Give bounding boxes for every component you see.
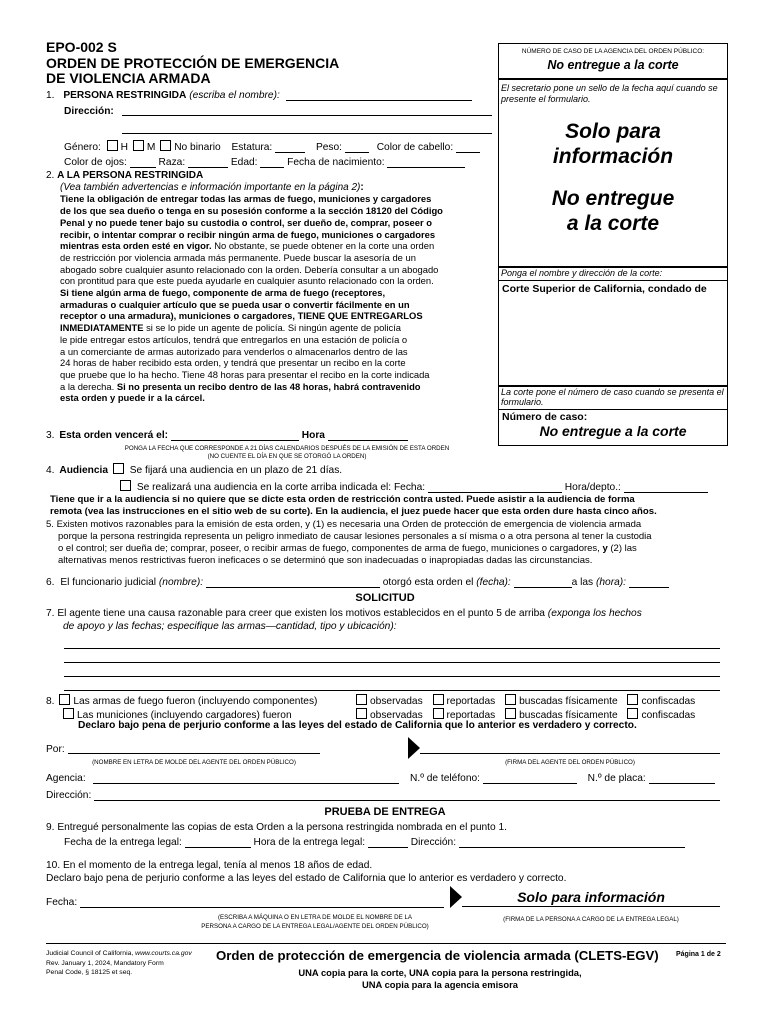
arrow-right-icon xyxy=(408,737,420,759)
s2-line-9: Si tiene algún arma de fuego, componente de arma de fuego (receptores, xyxy=(60,287,386,299)
s2-line-12a: INMEDIATAMENTE xyxy=(60,322,144,334)
s2-intro-colon: : xyxy=(360,181,364,193)
arrow-right-icon xyxy=(450,886,462,908)
s1-hint: (escriba el nombre): xyxy=(189,90,280,101)
s8-reported-2: reportadas xyxy=(446,710,496,721)
s4-warning xyxy=(50,494,657,518)
s3-note-line2: (NO CUENTE EL DÍA EN QUE SE OTORGÓ LA ORDEN) xyxy=(207,453,367,460)
sig-por-label: Por: xyxy=(46,744,65,755)
s8-row2-label: Las municiones (incluyendo cargadores) fueron xyxy=(77,710,292,721)
s8-observed-1: observadas xyxy=(370,696,423,707)
restricted-name-field[interactable] xyxy=(286,89,472,101)
gender-nb-label: No binario xyxy=(174,142,221,153)
firearms-checkbox[interactable] xyxy=(59,694,70,705)
solicitud-heading: SOLICITUD xyxy=(355,592,415,604)
s1-age-label: Edad: xyxy=(230,157,258,168)
s1-gender-label: Género: xyxy=(64,142,101,153)
s2-line-14: a un comerciante de armas autorizado para venderlos o almacenarlos dentro de las xyxy=(60,345,408,357)
section-4 xyxy=(46,463,342,476)
agency-case-label: NÚMERO DE CASO DE LA AGENCIA DEL ORDEN PÚBLICO: xyxy=(521,48,705,55)
s6-hora-label: (hora): xyxy=(595,577,626,588)
footer-title: Orden de protección de emergencia de violencia armada (CLETS-EGV) xyxy=(216,948,659,963)
race-field[interactable] xyxy=(188,156,228,168)
info-stamp-line2: información xyxy=(552,145,674,168)
s1-height-label: Estatura: xyxy=(231,142,273,153)
service-time-field[interactable] xyxy=(368,836,408,848)
court-case-box xyxy=(498,386,728,446)
hearing-date-checkbox[interactable] xyxy=(120,480,131,491)
judicial-officer-field[interactable] xyxy=(206,576,380,588)
proof-date-row xyxy=(46,896,444,908)
gender-m-label: M xyxy=(146,142,156,153)
phone-row xyxy=(410,772,715,784)
clerk-note: El secretario pone un sello de la fecha aquí cuando se presente el formulario. xyxy=(501,83,718,104)
proof-service-time-label: Hora de la entrega legal: xyxy=(253,837,366,848)
s5-line3c: (2) las xyxy=(607,543,637,554)
s2-line-15: 24 horas de haber recibido esta orden, y tendrá que presentar un recibo en la corte xyxy=(60,357,406,369)
agency-row xyxy=(46,772,399,784)
facts-lines xyxy=(64,635,720,691)
gender-h-label: H xyxy=(120,142,129,153)
eyes-field[interactable] xyxy=(130,156,156,168)
s2-line-12b: si se lo pide un agente de policía. Si ningún agente de policía xyxy=(143,322,401,334)
s2-line-17b: Si no presenta un recibo dentro de las 48 horas, habrá contravenido xyxy=(116,380,421,392)
s4-label: Audiencia xyxy=(59,465,109,476)
s1-address-label: Dirección: xyxy=(64,106,114,117)
s8-reported-1: reportadas xyxy=(446,696,496,707)
form-title-line1: ORDEN DE PROTECCIÓN DE EMERGENCIA xyxy=(46,55,340,71)
form-id: EPO-002 S xyxy=(46,39,117,55)
s8-confiscated-2: confiscadas xyxy=(641,710,696,721)
s4-hora-label: Hora/depto.: xyxy=(564,482,621,493)
proof-name-caption-line2: PERSONA A CARGO DE LA ENTREGA LEGAL/AGENTE DEL ORDEN PÚBLICO) xyxy=(201,923,429,930)
court-label: Ponga el nombre y dirección de la corte: xyxy=(501,268,663,278)
s4-warning-line2: remota (vea las instrucciones en el sitio web de su corte). En la audiencia, el juez puede hacer que esta orden dure hasta cinco años. xyxy=(50,506,657,517)
court-case-note: La corte pone el número de caso cuando se presenta el formulario. xyxy=(501,387,724,407)
s8-observed-2: observadas xyxy=(370,710,423,721)
proof-line-9b xyxy=(64,836,685,848)
s2-line-4: recibir, o intentar comprar o recibir ningún arma de fuego, municiones o cargadores xyxy=(60,228,436,240)
s3-hora-label: Hora xyxy=(301,430,325,441)
s4-warning-line1: Tiene que ir a la audiencia si no quiere que se dicte esta orden de restricción contra usted. Puede asistir a la audiencia de forma xyxy=(50,494,635,505)
footer-rev: Rev. January 1, 2024, Mandatory Form xyxy=(46,959,164,967)
s8-searched-1: buscadas físicamente xyxy=(519,696,618,707)
facts-line[interactable] xyxy=(64,649,720,663)
footer-page: Página 1 de 2 xyxy=(676,951,721,958)
granted-time-field[interactable] xyxy=(629,576,669,588)
officer-address-field[interactable] xyxy=(94,789,720,801)
ammo-checkbox[interactable] xyxy=(63,708,74,719)
facts-line[interactable] xyxy=(64,677,720,691)
agency-case-box xyxy=(498,43,728,79)
sig-address-row xyxy=(46,789,720,801)
dob-field[interactable] xyxy=(387,156,465,168)
sig-agency-label: Agencia: xyxy=(46,773,86,784)
s8-declaration: Declaro bajo pena de perjurio conforme a las leyes del estado de California que lo anterior es verdadero y correcto. xyxy=(78,720,637,731)
height-field[interactable] xyxy=(275,141,305,153)
s2-line-13: le pide entregar estos artículos, tendrá que entregarlos en una estación de policía o xyxy=(60,333,408,345)
proof-service-address-label: Dirección: xyxy=(410,837,457,848)
s6-num: 6. xyxy=(46,577,55,588)
form-title-line2: DE VIOLENCIA ARMADA xyxy=(46,70,211,86)
sig-name-caption: (NOMBRE EN LETRA DE MOLDE DEL AGENTE DEL ORDEN PÚBLICO) xyxy=(92,759,296,766)
s8-options xyxy=(356,694,695,722)
s1-gender-row xyxy=(64,140,480,153)
section-7 xyxy=(46,607,642,633)
granted-date-field[interactable] xyxy=(514,576,572,588)
s8-num: 8. xyxy=(46,696,55,707)
s2-line-18: esta orden y puede ir a la cárcel. xyxy=(60,392,205,404)
footer-council: Judicial Council of California, xyxy=(46,950,136,957)
s2-line-10: armaduras o cualquier artículo que se pueda usar o convertir fácilmente en un xyxy=(60,298,410,310)
s2-line-5a: mientras esta orden esté en vigor. xyxy=(60,240,212,252)
phone-field[interactable] xyxy=(483,772,577,784)
proof-signature-caption: (FIRMA DE LA PERSONA A CARGO DE LA ENTREGA LEGAL) xyxy=(503,916,679,923)
s2-line-5b: No obstante, se puede obtener en la corte una orden xyxy=(211,240,435,252)
s2-line-8: con prontitud para que este pueda ayudarle en cualquier asunto relacionado con la orden. xyxy=(60,275,434,287)
weight-field[interactable] xyxy=(345,141,369,153)
proof-name-caption xyxy=(180,913,450,931)
hearing-time-field[interactable] xyxy=(624,481,708,493)
s2-line-1: Tiene la obligación de entregar todas las armas de fuego, municiones y cargadores xyxy=(60,193,432,205)
hair-field[interactable] xyxy=(456,141,480,153)
s5-line3a: o el control; ser dueña de; comprar, poseer, o recibir armas de fuego, componentes de arma de fuego, municiones o cargadores, xyxy=(58,543,603,554)
ammo-observed-checkbox[interactable] xyxy=(356,708,367,719)
s2-num: 2. xyxy=(46,170,55,181)
s2-intro: (Vea también advertencias e información importante en la página 2) xyxy=(60,181,361,193)
s5-line2: porque la persona restringida representa un peligro inmediato de causar lesiones personales a sí misma o a otra persona al tener la custodia xyxy=(58,531,652,542)
proof-service-date-label: Fecha de la entrega legal: xyxy=(64,837,182,848)
s2-line-7: abogado sobre cualquier asunto relacionado con la orden. Debería consultar a un abogado xyxy=(60,263,439,275)
section-1 xyxy=(46,89,494,101)
s1-weight-label: Peso: xyxy=(315,142,343,153)
footer-copies xyxy=(216,967,664,991)
officer-name-field[interactable] xyxy=(68,742,320,754)
sig-badge-label: N.º de placa: xyxy=(587,773,646,784)
firearms-reported-checkbox[interactable] xyxy=(433,694,444,705)
s1-num: 1. xyxy=(46,90,55,101)
court-case-value: No entregue a la corte xyxy=(539,423,687,439)
section-5 xyxy=(46,519,652,567)
proof-name-caption-line1: (ESCRIBA A MÁQUINA O EN LETRA DE MOLDE EL NOMBRE DE LA xyxy=(217,914,413,921)
s1-eyes-row xyxy=(64,156,465,168)
expiry-date-field[interactable] xyxy=(171,429,299,441)
ammo-confiscated-checkbox[interactable] xyxy=(627,708,638,719)
ammo-reported-checkbox[interactable] xyxy=(433,708,444,719)
s5-num: 5. xyxy=(46,519,54,530)
court-box xyxy=(498,267,728,386)
s8-confiscated-1: confiscadas xyxy=(641,696,696,707)
section-3 xyxy=(46,429,408,441)
proof-line-10b: Declaro bajo pena de perjurio conforme a las leyes del estado de California que lo anterior es verdadero y correcto. xyxy=(46,873,567,884)
s3-note xyxy=(82,445,492,461)
section-8 xyxy=(46,694,317,722)
s2-line-11: receptor o una armadura), municiones o cargadores, TIENE QUE ENTREGARLOS xyxy=(60,310,423,322)
s8-searched-2: buscadas físicamente xyxy=(519,710,618,721)
firearms-observed-checkbox[interactable] xyxy=(356,694,367,705)
proof-line-9a: 9. Entregué personalmente las copias de esta Orden a la persona restringida nombrada en el punto 1. xyxy=(46,822,507,833)
restricted-address-field[interactable] xyxy=(122,104,492,116)
s6-granted: otorgó esta orden el xyxy=(382,577,474,588)
s3-label: Esta orden vencerá el: xyxy=(59,430,169,441)
proof-line-10a: 10. En el momento de la entrega legal, tenía al menos 18 años de edad. xyxy=(46,860,373,871)
sig-address-label: Dirección: xyxy=(46,790,92,801)
s6-fecha-label: (fecha): xyxy=(476,577,511,588)
s1-label: PERSONA RESTRINGIDA xyxy=(63,90,187,101)
s1-dob-label: Fecha de nacimiento: xyxy=(287,157,385,168)
s3-note-line1: PONGA LA FECHA QUE CORRESPONDE A 21 DÍAS CALENDARIOS DESPUÉS DE LA EMISIÓN DE ESTA ORDEN xyxy=(124,445,450,452)
s7-line1a: El agente tiene una causa razonable para creer que existen los motivos establecidos en el punto 5 de arriba xyxy=(57,608,548,619)
footer-copies-line1: UNA copia para la corte, UNA copia para la persona restringida, xyxy=(298,967,582,978)
footer-divider xyxy=(46,943,726,944)
s6-label: El funcionario judicial xyxy=(60,577,157,588)
proof-signature-field[interactable]: Solo para información xyxy=(462,889,720,907)
ammo-searched-checkbox[interactable] xyxy=(505,708,516,719)
s2-title: A LA PERSONA RESTRINGIDA xyxy=(57,170,204,181)
agency-case-value: No entregue a la corte xyxy=(547,58,679,72)
expiry-time-field[interactable] xyxy=(328,429,408,441)
sig-signature-caption: (FIRMA DEL AGENTE DEL ORDEN PÚBLICO) xyxy=(505,759,635,766)
service-date-field[interactable] xyxy=(185,836,251,848)
s1-hair-label: Color de cabello: xyxy=(376,142,454,153)
gender-m-checkbox[interactable] xyxy=(133,140,144,151)
s7-num: 7. xyxy=(46,608,55,619)
officer-signature-field[interactable] xyxy=(420,753,720,754)
s2-line-3: Penal y no puede tener bajo su custodia o control, ser dueño de, comprar, poseer o xyxy=(60,216,432,228)
sig-phone-label: N.º de teléfono: xyxy=(410,773,480,784)
s4-opt2: Se realizará una audiencia en la corte arriba indicada el: Fecha: xyxy=(136,482,426,493)
service-address-field[interactable] xyxy=(459,836,685,848)
s4-opt1: Se fijará una audiencia en un plazo de 21 días. xyxy=(129,465,343,476)
s4-num: 4. xyxy=(46,465,55,476)
s7-line2: de apoyo y las fechas; especifique las armas—cantidad, tipo y ubicación): xyxy=(63,621,397,632)
s5-line1: Existen motivos razonables para la emisión de esta orden, y (1) es necesaria una Orden de protección de emergencia de violencia armada xyxy=(56,519,642,530)
s1-eyes-label: Color de ojos: xyxy=(64,157,127,168)
info-stamp-line1: Solo para xyxy=(565,120,661,143)
s4-opt2-row xyxy=(120,480,708,493)
agency-field[interactable] xyxy=(93,772,399,784)
s8-row1-label: Las armas de fuego fueron (incluyendo componentes) xyxy=(73,696,318,707)
footer-left xyxy=(46,949,192,978)
court-name: Corte Superior de California, condado de xyxy=(502,283,707,295)
clerk-stamp-box xyxy=(498,79,728,267)
section-6 xyxy=(46,576,669,588)
footer-code: Penal Code, § 18125 et seq. xyxy=(46,969,133,976)
hearing-21-days-checkbox[interactable] xyxy=(113,463,124,474)
gender-nb-checkbox[interactable] xyxy=(160,140,171,151)
s7-line1b: (exponga los hechos xyxy=(547,608,642,619)
court-case-label: Número de caso: xyxy=(502,411,588,423)
no-deliver-line2: a la corte xyxy=(566,212,660,235)
s5-line3b: y xyxy=(602,543,608,554)
section-2 xyxy=(46,170,496,404)
proof-date-label: Fecha: xyxy=(46,897,78,908)
footer-copies-line2: UNA copia para la agencia emisora xyxy=(362,979,518,990)
restricted-address-field-2[interactable] xyxy=(122,122,492,134)
s3-num: 3. xyxy=(46,430,55,441)
s5-line4: alternativas menos restrictivas fueron ineficaces o se determinó que son inadecuadas o inapropiadas dadas las circunstancias. xyxy=(58,555,593,566)
proof-name-field[interactable] xyxy=(80,896,444,908)
s6-at: a las xyxy=(571,577,594,588)
s2-line-6: de restricción por violencia armada más permanente. Puede buscar la asesoría de un xyxy=(60,251,416,263)
s2-line-16: que pruebe que lo ha hecho. Tiene 48 horas para presentar el recibo en la corte indicada xyxy=(60,368,430,380)
gender-h-checkbox[interactable] xyxy=(107,140,118,151)
facts-line[interactable] xyxy=(64,663,720,677)
s6-hint: (nombre): xyxy=(158,577,204,588)
facts-line[interactable] xyxy=(64,635,720,649)
footer-website-link[interactable]: www.courts.ca.gov xyxy=(135,950,192,957)
s2-line-17a: a la derecha. xyxy=(60,380,117,392)
proof-heading: PRUEBA DE ENTREGA xyxy=(324,806,446,818)
hearing-date-field[interactable] xyxy=(428,481,562,493)
s2-line-2: de los que sea dueño o tenga en su posesión conforme a la sección 18120 del Código xyxy=(60,205,443,217)
no-deliver-line1: No entregue xyxy=(551,187,675,210)
badge-field[interactable] xyxy=(649,772,715,784)
age-field[interactable] xyxy=(260,156,284,168)
firearms-searched-checkbox[interactable] xyxy=(505,694,516,705)
firearms-confiscated-checkbox[interactable] xyxy=(627,694,638,705)
s1-race-label: Raza: xyxy=(158,157,186,168)
